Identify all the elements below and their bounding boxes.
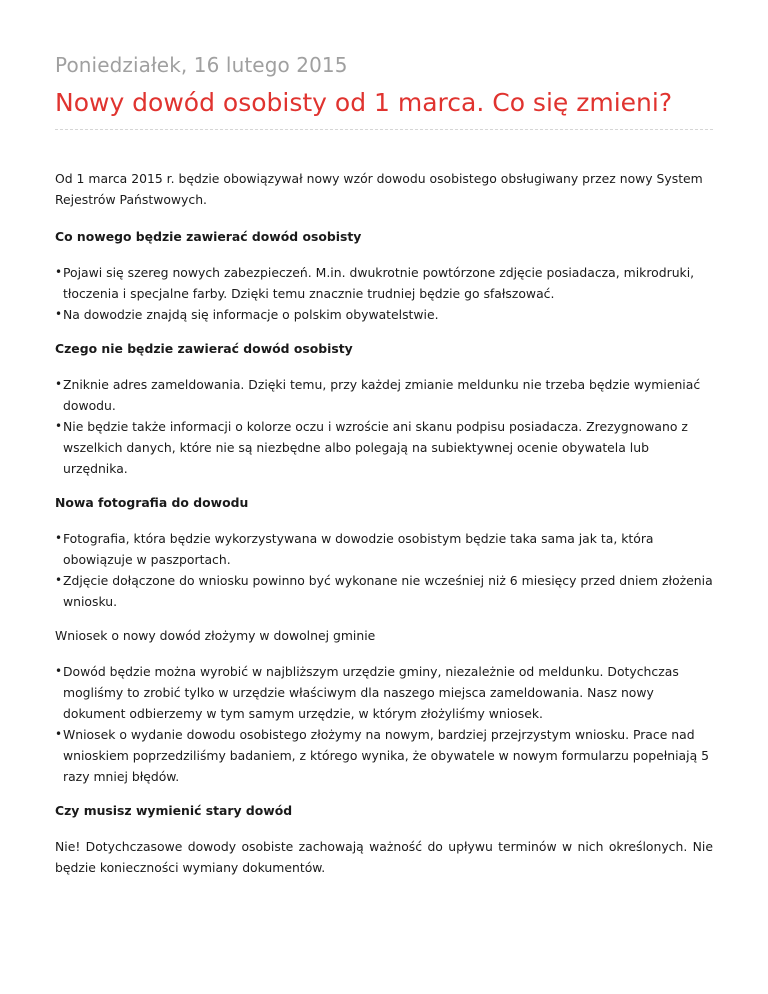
list-item xyxy=(55,262,713,304)
list-item-text: Zdjęcie dołączone do wniosku powinno być wykonane nie wcześniej niż 6 miesięcy przed dniem złożenia wniosku. xyxy=(63,573,713,609)
bullet-icon: • xyxy=(55,664,63,678)
list-item-text: Dowód będzie można wyrobić w najbliższym urzędzie gminy, niezależnie od meldunku. Dotychczas mogliśmy to zrobić tylko w urzędzie właściwym dla naszego miejsca zameldowania. Nasz nowy dokument odbierzemy w tym samym urzędzie, w którym złożyliśmy wniosek. xyxy=(63,664,679,721)
bullet-icon: • xyxy=(55,419,63,433)
list-item-text: Zniknie adres zameldowania. Dzięki temu, przy każdej zmianie meldunku nie trzeba będzie wymieniać dowodu. xyxy=(63,377,701,413)
article-title: Nowy dowód osobisty od 1 marca. Co się zmieni? xyxy=(55,88,673,117)
section-list-any-office xyxy=(55,661,713,787)
article-date: Poniedziałek, 16 lutego 2015 xyxy=(55,53,348,77)
section-heading-photo: Nowa fotografia do dowodu xyxy=(55,495,249,510)
section-list-new-features xyxy=(55,262,713,325)
list-item xyxy=(55,528,713,570)
list-item xyxy=(55,661,713,724)
list-item-text: Nie będzie także informacji o kolorze oczu i wzroście ani skanu podpisu posiadacza. Zrezygnowano z wszelkich danych, które nie są niezbędne albo polegają na subiektywnej ocenie obywatela lub urzędnika. xyxy=(63,419,688,476)
article-body xyxy=(55,168,713,878)
intro-paragraph: Od 1 marca 2015 r. będzie obowiązywał nowy wzór dowodu osobistego obsługiwany przez nowy System Rejestrów Państwowych. xyxy=(55,171,703,207)
list-item xyxy=(55,304,713,325)
bullet-icon: • xyxy=(55,265,63,279)
bullet-icon: • xyxy=(55,307,63,321)
bullet-icon: • xyxy=(55,727,63,741)
section-list-photo xyxy=(55,528,713,612)
bullet-icon: • xyxy=(55,531,63,545)
list-item xyxy=(55,416,713,479)
closing-paragraph: Nie! Dotychczasowe dowody osobiste zachowają ważność do upływu terminów w nich określonych. Nie będzie konieczności wymiany dokumentów. xyxy=(55,839,713,875)
list-item-text: Fotografia, która będzie wykorzystywana w dowodzie osobistym będzie taka sama jak ta, która obowiązuje w paszportach. xyxy=(63,531,654,567)
bullet-icon: • xyxy=(55,573,63,587)
list-item-text: Wniosek o wydanie dowodu osobistego złożymy na nowym, bardziej przejrzystym wniosku. Prace nad wnioskiem poprzedziliśmy badaniem, z którego wynika, że obywatele w nowym formularzu popełniają 5 razy mniej błędów. xyxy=(63,727,710,784)
bullet-icon: • xyxy=(55,377,63,391)
section-heading-any-office: Wniosek o nowy dowód złożymy w dowolnej gminie xyxy=(55,628,376,643)
list-item-text: Na dowodzie znajdą się informacje o polskim obywatelstwie. xyxy=(63,307,439,322)
list-item xyxy=(55,724,713,787)
section-heading-replace-old: Czy musisz wymienić stary dowód xyxy=(55,803,293,818)
list-item xyxy=(55,374,713,416)
section-heading-new-features: Co nowego będzie zawierać dowód osobisty xyxy=(55,229,362,244)
title-divider xyxy=(55,129,713,130)
section-heading-removed: Czego nie będzie zawierać dowód osobisty xyxy=(55,341,353,356)
list-item xyxy=(55,570,713,612)
section-list-removed xyxy=(55,374,713,479)
list-item-text: Pojawi się szereg nowych zabezpieczeń. M.in. dwukrotnie powtórzone zdjęcie posiadacza, mikrodruki, tłoczenia i specjalne farby. Dzięki temu znacznie trudniej będzie go sfałszować. xyxy=(63,265,695,301)
